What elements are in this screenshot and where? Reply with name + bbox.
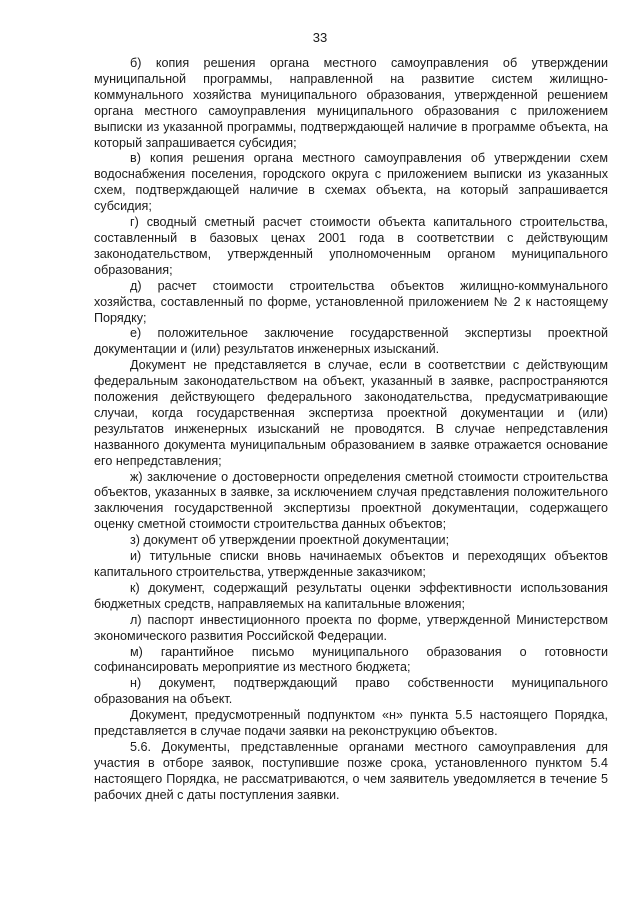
paragraph-5-6: 5.6. Документы, представленные органами местного самоуправления для участия в отборе заявок, поступившие позже срока, установленного пунктом 5.4 настоящего Порядка, не рассматриваются, о чем заявитель уведомляется в течение 5 рабочих дней с даты поступления заявки. <box>94 739 608 802</box>
paragraph-e-note: Документ не представляется в случае, если в соответствии с действующим федеральным законодательством на объект, указанный в заявке, распространяются положения действующего федерального законодательства, предусматривающие случаи, когда государственная экспертиза проектной документации и (или) результатов инженерных изысканий не проводятся. В случае непредставления названного документа муниципальным образованием в заявке отражается основание его непредставления; <box>94 358 608 468</box>
document-body <box>94 56 608 804</box>
paragraph-k: к) документ, содержащий результаты оценки эффективности использования бюджетных средств, направляемых на капитальные вложения; <box>94 580 608 611</box>
paragraph-n-note: Документ, предусмотренный подпунктом «н» пункта 5.5 настоящего Порядка, представляется в случае подачи заявки на реконструкцию объектов. <box>94 708 608 739</box>
paragraph-l: л) паспорт инвестиционного проекта по форме, утвержденной Министерством экономического развития Российской Федерации. <box>94 612 608 643</box>
paragraph-n: н) документ, подтверждающий право собственности муниципального образования на объект. <box>94 676 608 707</box>
page-number: 33 <box>312 30 328 45</box>
paragraph-v: в) копия решения органа местного самоуправления об утверждении схем водоснабжения поселения, городского округа с приложением выписки из указанных схем, подтверждающей наличие в схемах объекта, на который запрашивается субсидия; <box>94 151 608 214</box>
paragraph-zh: ж) заключение о достоверности определения сметной стоимости строительства объектов, указанных в заявке, за исключением случая представления положительного заключения государственной экспертизы проектной документации, содержащего оценку сметной стоимости строительства данных объектов; <box>94 469 608 532</box>
paragraph-g: г) сводный сметный расчет стоимости объекта капитального строительства, составленный в базовых ценах 2001 года в соответствии с действующим законодательством, утвержденный уполномоченным органом муниципального образования; <box>94 215 608 277</box>
paragraph-d: д) расчет стоимости строительства объектов жилищно-коммунального хозяйства, составленный по форме, установленной приложением № 2 к настоящему Порядку; <box>94 278 608 325</box>
paragraph-e: е) положительное заключение государственной экспертизы проектной документации и (или) результатов инженерных изысканий. <box>94 326 608 357</box>
paragraph-m: м) гарантийное письмо муниципального образования о готовности софинансировать мероприятие из местного бюджета; <box>94 644 608 675</box>
paragraph-z: з) документ об утверждении проектной документации; <box>130 533 450 548</box>
paragraph-b: б) копия решения органа местного самоуправления об утверждении муниципальной программы, направленной на развитие систем жилищно-коммунального хозяйства муниципального образования, утвержденной решением органа местного самоуправления муниципального образования с приложением выписки из указанной программы, подтверждающей наличие в программе объекта, на который запрашивается субсидия; <box>94 56 608 150</box>
paragraph-i: и) титульные списки вновь начинаемых объектов и переходящих объектов капитального строительства, утвержденные заказчиком; <box>94 549 608 579</box>
